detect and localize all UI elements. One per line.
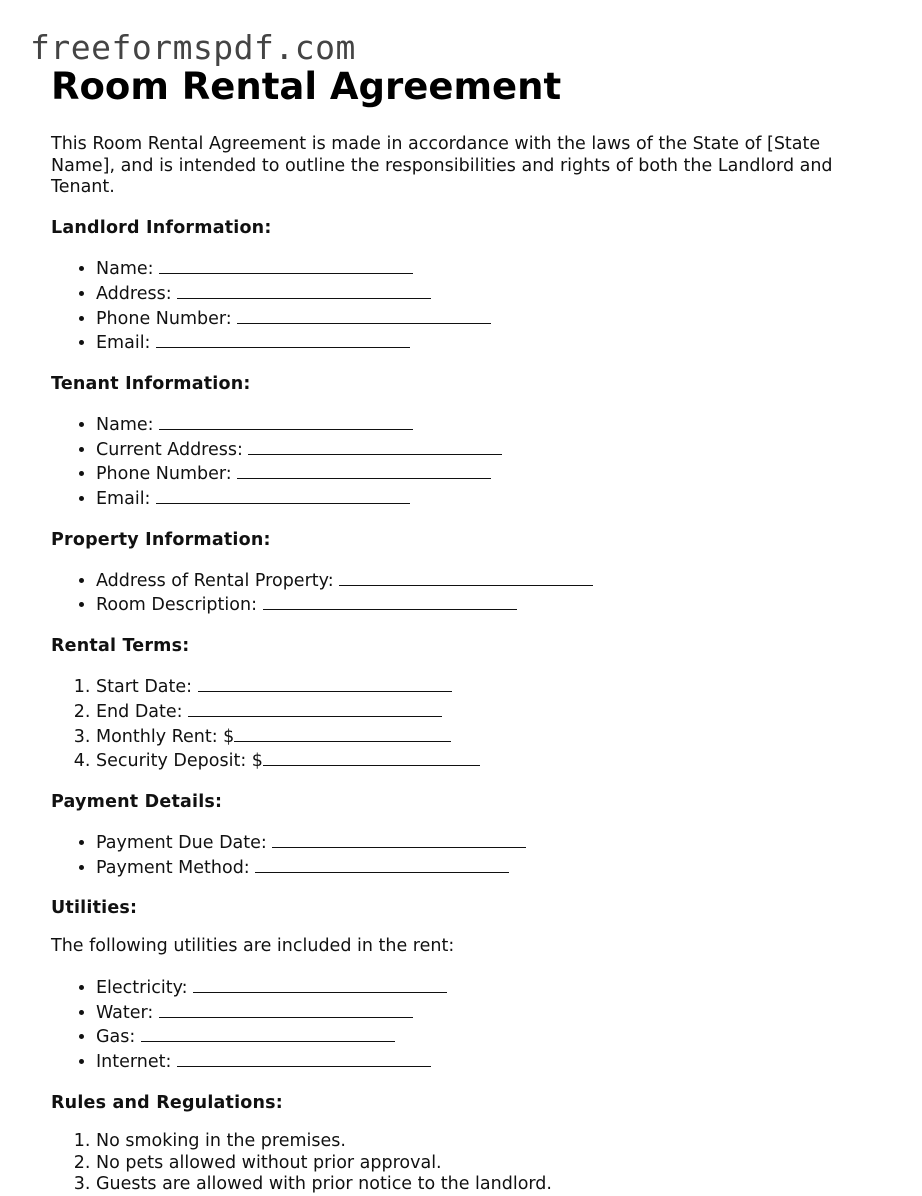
rules-list bbox=[51, 1131, 871, 1196]
utilities-text: The following utilities are included in the rent: bbox=[51, 936, 455, 957]
list-item bbox=[96, 830, 871, 855]
list-item bbox=[96, 674, 871, 699]
list-item bbox=[96, 592, 871, 617]
list-item bbox=[96, 437, 871, 462]
fill-in-blank[interactable] bbox=[188, 699, 442, 717]
field-label: Name: bbox=[96, 414, 154, 435]
fill-in-blank[interactable] bbox=[156, 330, 410, 348]
field-label: End Date: bbox=[96, 701, 183, 722]
fill-in-blank[interactable] bbox=[159, 412, 413, 430]
fill-in-blank[interactable] bbox=[177, 1049, 431, 1067]
utilities-heading: Utilities: bbox=[51, 898, 138, 919]
field-label: Address: bbox=[96, 283, 172, 304]
list-item bbox=[96, 306, 871, 331]
tenant-list bbox=[51, 412, 871, 511]
list-item: 1. No smoking in the premises. bbox=[96, 1131, 871, 1153]
watermark-logo: freeformspdf.com bbox=[30, 28, 356, 67]
field-label: Address of Rental Property: bbox=[96, 570, 334, 591]
landlord-heading: Landlord Information: bbox=[51, 218, 272, 239]
list-item bbox=[96, 748, 871, 773]
tenant-heading: Tenant Information: bbox=[51, 373, 251, 394]
fill-in-blank[interactable] bbox=[272, 830, 526, 848]
field-label: Email: bbox=[96, 333, 151, 354]
fill-in-blank[interactable] bbox=[248, 437, 502, 455]
intro-paragraph: This Room Rental Agreement is made in accordance with the laws of the State of [State Name], and is intended to outline the responsibilities and rights of both the Landlord and Tenant. bbox=[51, 134, 833, 198]
list-item bbox=[96, 486, 871, 511]
fill-in-blank[interactable] bbox=[159, 256, 413, 274]
list-item bbox=[96, 1049, 871, 1074]
field-label: Electricity: bbox=[96, 978, 188, 999]
list-item bbox=[96, 412, 871, 437]
field-label: Water: bbox=[96, 1002, 154, 1023]
list-item bbox=[96, 330, 871, 355]
rules-heading: Rules and Regulations: bbox=[51, 1092, 283, 1113]
list-item bbox=[96, 699, 871, 724]
list-item bbox=[96, 1000, 871, 1025]
document-title: Room Rental Agreement bbox=[51, 65, 562, 108]
list-item: 2. No pets allowed without prior approval. bbox=[96, 1153, 871, 1175]
payment-heading: Payment Details: bbox=[51, 791, 223, 812]
field-label: Phone Number: bbox=[96, 308, 232, 329]
fill-in-blank[interactable] bbox=[237, 306, 491, 324]
payment-list bbox=[51, 830, 871, 879]
field-label: Payment Due Date: bbox=[96, 832, 267, 853]
rental-terms-list bbox=[51, 674, 871, 773]
field-label: Internet: bbox=[96, 1052, 172, 1073]
fill-in-blank[interactable] bbox=[156, 486, 410, 504]
list-item bbox=[96, 281, 871, 306]
fill-in-blank[interactable] bbox=[193, 975, 447, 993]
fill-in-blank[interactable] bbox=[198, 674, 452, 692]
field-label: Start Date: bbox=[96, 677, 193, 698]
field-label: Phone Number: bbox=[96, 464, 232, 485]
fill-in-blank[interactable] bbox=[339, 568, 593, 586]
list-item bbox=[96, 855, 871, 880]
fill-in-blank[interactable] bbox=[263, 592, 517, 610]
list-item bbox=[96, 461, 871, 486]
field-label: Email: bbox=[96, 489, 151, 510]
field-label: Current Address: bbox=[96, 439, 243, 460]
field-label: Name: bbox=[96, 259, 154, 280]
fill-in-blank[interactable] bbox=[177, 281, 431, 299]
field-label: Payment Method: bbox=[96, 857, 250, 878]
fill-in-blank[interactable] bbox=[255, 855, 509, 873]
list-item bbox=[96, 724, 871, 749]
list-item bbox=[96, 568, 871, 593]
fill-in-blank[interactable] bbox=[263, 748, 480, 766]
rental-terms-heading: Rental Terms: bbox=[51, 636, 190, 657]
fill-in-blank[interactable] bbox=[141, 1024, 395, 1042]
field-label: Gas: bbox=[96, 1027, 136, 1048]
field-label: Monthly Rent: $ bbox=[96, 726, 235, 747]
fill-in-blank[interactable] bbox=[234, 724, 451, 742]
list-item bbox=[96, 1024, 871, 1049]
field-label: Room Description: bbox=[96, 595, 257, 616]
list-item: 3. Guests are allowed with prior notice to the landlord. bbox=[96, 1174, 871, 1196]
document-page bbox=[51, 62, 871, 1196]
list-item bbox=[96, 975, 871, 1000]
fill-in-blank[interactable] bbox=[159, 1000, 413, 1018]
field-label: Security Deposit: $ bbox=[96, 751, 263, 772]
property-list bbox=[51, 568, 871, 617]
fill-in-blank[interactable] bbox=[237, 461, 491, 479]
landlord-list bbox=[51, 256, 871, 355]
property-heading: Property Information: bbox=[51, 529, 271, 550]
list-item bbox=[96, 256, 871, 281]
utilities-list bbox=[51, 975, 871, 1074]
